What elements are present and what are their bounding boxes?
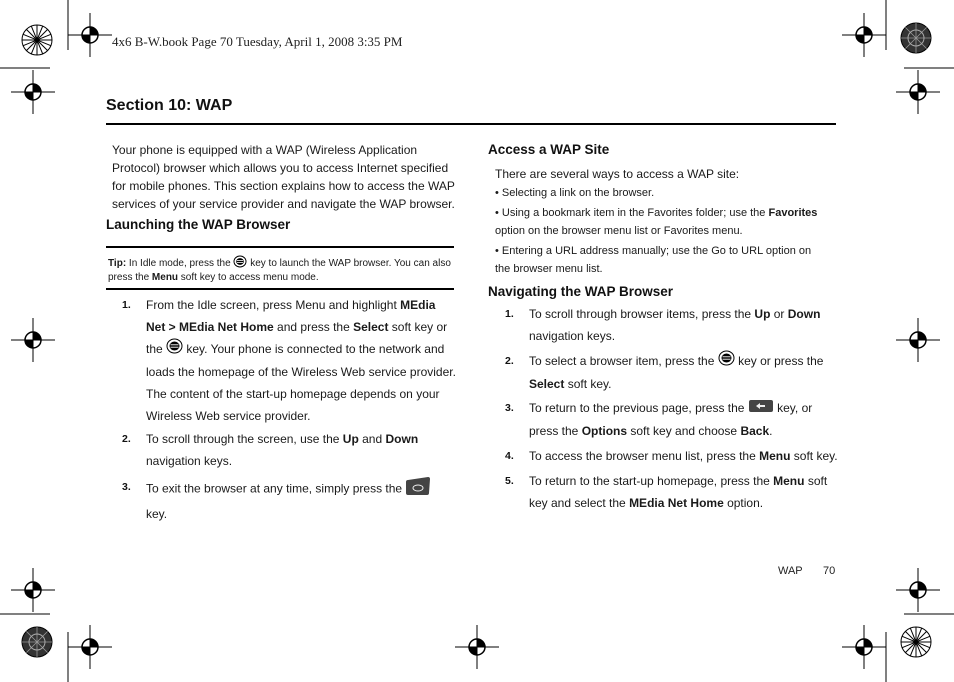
access-bullet-1: • Selecting a link on the browser. [495, 187, 655, 199]
step-number: 1. [122, 299, 131, 311]
launch-step-3: To exit the browser at any time, simply press the key. [146, 476, 441, 525]
step-number: 4. [505, 450, 514, 462]
tip-label: Tip: [108, 258, 127, 270]
launch-step-1: From the Idle screen, press Menu and highlight MEdia Net > MEdia Net Home and press the Select soft key or the key. Your phone is connected to the network and loads the homepage of the Wireless Web service provider. The content of the start-up homepage depends on your Wireless Web service provider. [146, 298, 456, 424]
ok-key-icon [718, 350, 735, 373]
step-number: 2. [505, 355, 514, 367]
launching-heading: Launching the WAP Browser [106, 217, 291, 232]
nav-step-4: To access the browser menu list, press the Menu soft key. [529, 449, 838, 463]
step-number: 2. [122, 433, 131, 445]
launch-step-2: To scroll through the screen, use the Up and Down navigation keys. [146, 432, 419, 468]
print-header: 4x6 B-W.book Page 70 Tuesday, April 1, 2008 3:35 PM [112, 34, 403, 49]
nav-step-5: To return to the start-up homepage, press the Menu soft key and select the MEdia Net Home option. [529, 474, 828, 510]
nav-step-3: To return to the previous page, press the key, or press the Options soft key and choose Back. [529, 397, 834, 442]
step-number: 3. [122, 481, 131, 493]
footer-section-label: WAP [778, 565, 803, 577]
end-key-icon [405, 476, 431, 503]
tip-text: Tip: In Idle mode, press the key to launch the WAP browser. You can also press the Menu soft key to access menu mode. [108, 255, 452, 284]
navigating-heading: Navigating the WAP Browser [488, 284, 674, 299]
ok-key-icon [166, 338, 183, 361]
nav-step-2: To select a browser item, press the key or press the Select soft key. [529, 350, 834, 395]
step-number: 3. [505, 402, 514, 414]
access-intro: There are several ways to access a WAP site: [495, 167, 740, 181]
step-number: 1. [505, 308, 514, 320]
access-bullet-3: • Entering a URL address manually; use the Go to URL option on the browser menu list. [495, 245, 812, 275]
nav-step-1: To scroll through browser items, press the Up or Down navigation keys. [529, 307, 821, 343]
tip-box [106, 246, 454, 290]
title-rule [106, 123, 836, 125]
access-heading: Access a WAP Site [488, 142, 610, 157]
back-key-icon [748, 398, 774, 420]
footer-page-number: 70 [823, 565, 836, 577]
access-bullet-2: • Using a bookmark item in the Favorites folder; use the Favorites option on the browser menu list or Favorites menu. [495, 207, 818, 237]
section-title: Section 10: WAP [106, 97, 233, 114]
ok-key-icon [233, 255, 247, 272]
intro-paragraph: Your phone is equipped with a WAP (Wireless Application Protocol) browser which allows you to access Internet specified for mobile phones. This section explains how to access the WAP services of your service provider and navigate the WAP browser. [112, 143, 455, 211]
step-number: 5. [505, 475, 514, 487]
